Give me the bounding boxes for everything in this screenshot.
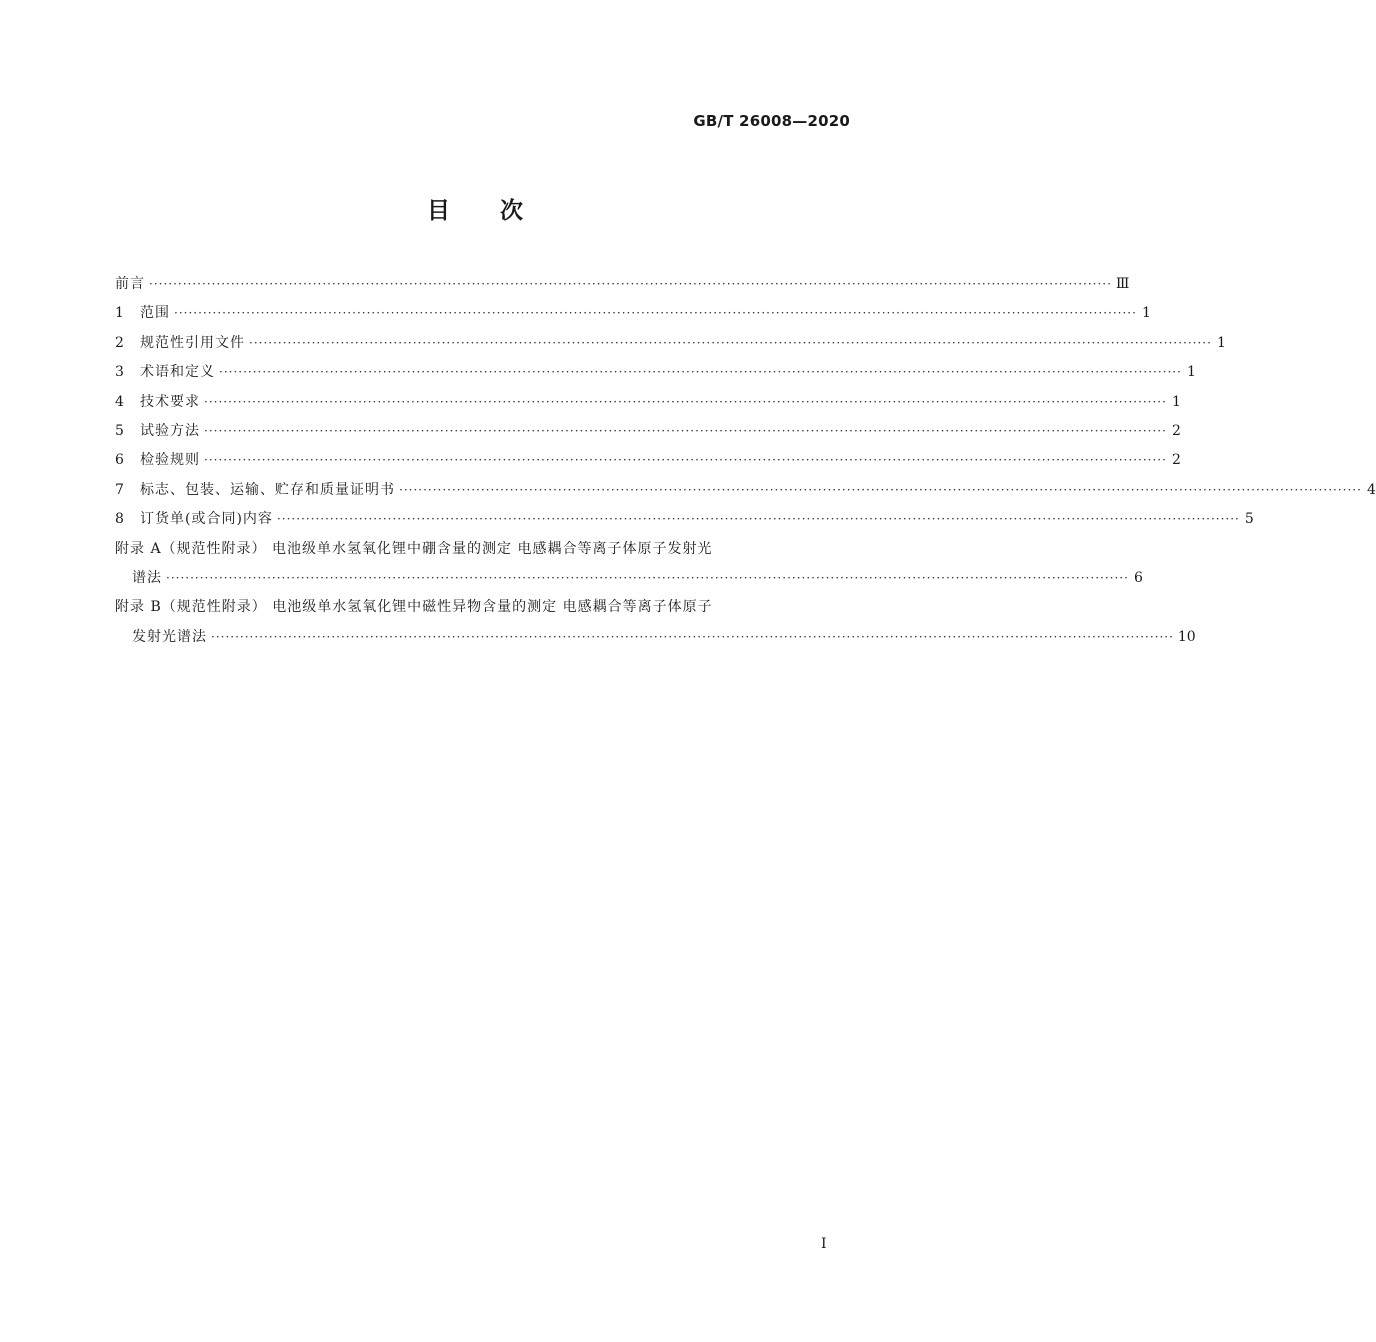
toc-entry-order-contents[interactable] [115,505,1254,534]
toc-entry-label: 附录 A（规范性附录） 电池级单水氢氧化锂中硼含量的测定 电感耦合等离子体原子发射光 [115,540,713,557]
toc-entry-number: 8 [115,511,124,528]
toc-entry-page: 5 [1244,511,1254,528]
toc-entry-appendix-a[interactable] [115,535,851,564]
toc-entry-page: 2 [1171,422,1181,439]
toc-entry-label: 试验方法 [140,422,200,439]
dot-leader: ········································································································································································································ [219,365,1182,380]
toc-entry-appendix-a-continued[interactable] [115,564,1143,593]
dot-leader: ········································································································································································································ [276,512,1240,527]
toc-entry-label: 谱法 [132,569,162,586]
toc-entry-page: 1 [1216,334,1226,351]
toc-entry-number: 4 [115,393,124,410]
toc-entry-page: 2 [1171,452,1181,469]
standard-code: GB/T 26008—2020 [693,112,850,130]
dot-leader: ········································································································································································································ [249,335,1212,350]
toc-entry-inspection-rules[interactable] [115,446,1181,475]
toc-entry-appendix-b-continued[interactable] [115,623,1196,652]
dot-leader: ········································································································································································································ [204,423,1167,438]
toc-entry-number: 3 [115,364,124,381]
toc-entry-page: 1 [1141,305,1151,322]
toc-entry-label: 技术要求 [140,393,200,410]
toc-entry-number: 5 [115,422,124,439]
toc-entry-number: 6 [115,452,124,469]
toc-entry-number: 1 [115,305,124,322]
dot-leader: ········································································································································································································ [211,629,1174,644]
toc-entry-label: 术语和定义 [140,364,215,381]
toc-entry-label: 范围 [140,305,170,322]
toc-entry-page: Ⅲ [1115,276,1130,292]
toc-entry-page: 6 [1133,569,1143,586]
toc-entry-label: 附录 B（规范性附录） 电池级单水氢氧化锂中磁性异物含量的测定 电感耦合等离子体原子 [115,599,713,616]
page-number: I [821,1236,827,1252]
toc-entry-page: 4 [1366,481,1376,498]
toc-entry-appendix-b[interactable] [115,593,851,622]
toc-entry-scope[interactable] [115,299,1151,328]
toc-entry-label: 发射光谱法 [132,628,207,645]
toc-entry-label: 订货单(或合同)内容 [140,511,273,528]
toc-entry-label: 检验规则 [140,452,200,469]
toc-entry-number: 2 [115,334,124,351]
toc-entry-technical-requirements[interactable] [115,388,1181,417]
dot-leader: ········································································································································································································ [149,277,1112,291]
dot-leader: ········································································································································································································ [399,482,1362,497]
toc-entry-page: 10 [1177,628,1196,645]
toc-entry-label: 标志、包装、运输、贮存和质量证明书 [140,481,395,498]
toc-entry-page: 1 [1171,393,1181,410]
toc-entry-label: 前言 [115,276,145,292]
toc-entry-page: 1 [1186,364,1196,381]
dot-leader: ········································································································································································································ [166,570,1129,585]
dot-leader: ········································································································································································································ [174,306,1137,321]
toc-entry-label: 规范性引用文件 [140,334,245,351]
dot-leader: ········································································································································································································ [204,453,1167,468]
page-title: 目次 [427,198,573,224]
toc-entry-marking-packaging[interactable] [115,476,1376,505]
toc-entry-terms-definitions[interactable] [115,358,1196,387]
toc-entry-foreword[interactable] [115,270,1130,299]
dot-leader: ········································································································································································································ [204,394,1167,409]
toc-entry-test-methods[interactable] [115,417,1181,446]
toc-entry-number: 7 [115,481,124,498]
table-of-contents [115,270,1376,652]
toc-entry-normative-references[interactable] [115,329,1226,358]
